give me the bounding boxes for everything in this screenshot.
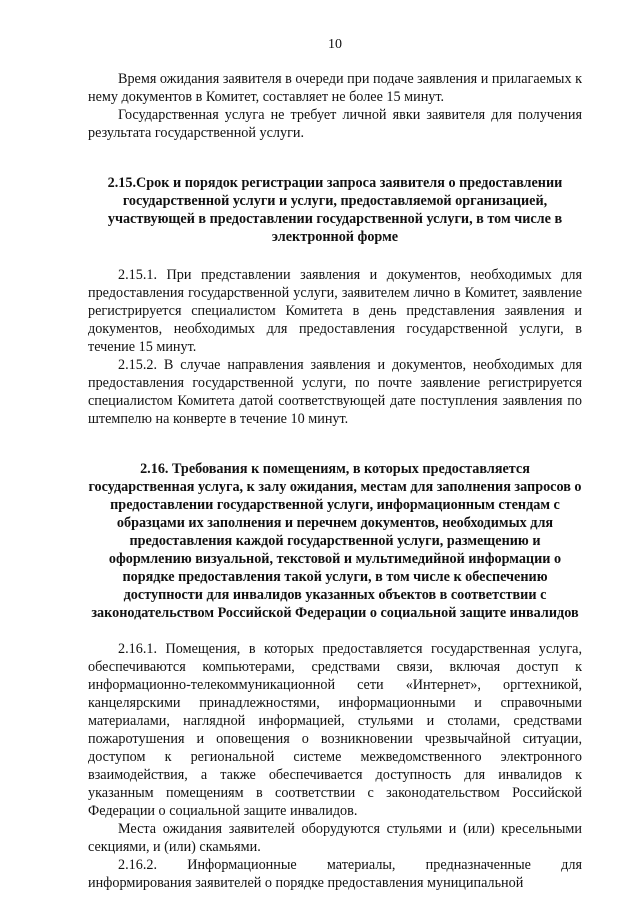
paragraph-2-16-2: 2.16.2. Информационные материалы, предназначенные для информирования заявителей о порядке предоставления муниципальной: [88, 857, 582, 891]
section-heading-2-16: 2.16. Требования к помещениям, в которых предоставляется государственная услуга, к залу ожидания, местам для заполнения запросов о предоставлении государственной услуги, информационным стендам с образцами их заполнения и перечнем документов, необходимых для предоставления каждой государственной услуги, размещению и оформлению визуальной, текстовой и мультимедийной информации о порядке предоставления такой услуги, в том числе к обеспечению доступности для инвалидов указанных объектов в соответствии с законодательством Российской Федерации о социальной защите инвалидов: [88, 461, 582, 621]
paragraph-waiting-places: Места ожидания заявителей оборудуются стульями и (или) кресельными секциями, и (или) скамьями.: [88, 821, 582, 855]
page-number: 10: [328, 37, 342, 52]
spacer: [88, 246, 582, 266]
section-heading-2-15: 2.15.Срок и порядок регистрации запроса заявителя о предоставлении государственной услуги и услуги, предоставляемой организацией, участвующей в предоставлении государственной услуги, в том числе в электронной форме: [107, 175, 563, 245]
paragraph-2-15-2: 2.15.2. В случае направления заявления и документов, необходимых для предоставления государственной услуги, по почте заявление регистрируется специалистом Комитета датой соответствующей дате поступления заявления по штемпелю на конверте в течение 10 минут.: [88, 357, 582, 427]
paragraph-no-personal-visit: Государственная услуга не требует личной явки заявителя для получения результата государственной услуги.: [88, 107, 582, 141]
paragraph-2-15-1: 2.15.1. При представлении заявления и документов, необходимых для предоставления государственной услуги, заявителем лично в Комитет, заявление регистрируется специалистом Комитета в день представления заявления и документов, необходимых для предоставления государственной услуги, в течение 15 минут.: [88, 267, 582, 355]
paragraph-waiting-time: Время ожидания заявителя в очереди при подаче заявления и прилагаемых к нему документов в Комитет, составляет не более 15 минут.: [88, 71, 583, 105]
paragraph-2-16-1: 2.16.1. Помещения, в которых предоставляется государственная услуга, обеспечиваются компьютерами, средствами связи, включая доступ к информационно-телекоммуникационной сети «Интернет», оргтехникой, канцелярскими принадлежностями, информационными и справочными материалами, наглядной информацией, стульями и столами, средствами пожаротушения и оповещения о возникновении чрезвычайной ситуации, доступом к региональной системе межведомственного электронного взаимодействия, а также обеспечивается доступность для инвалидов к указанным помещениям в соответствии с законодательством Российской Федерации о социальной защите инвалидов.: [88, 641, 582, 819]
spacer: [88, 622, 582, 640]
spacer: [88, 142, 582, 174]
spacer: [88, 428, 582, 460]
